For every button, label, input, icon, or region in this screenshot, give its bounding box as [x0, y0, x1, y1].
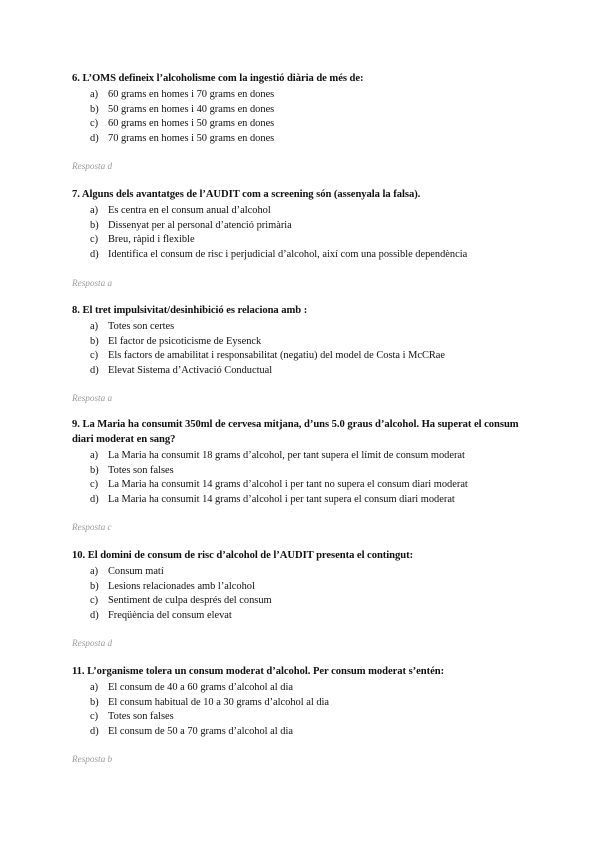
- option-letter: a): [90, 566, 99, 577]
- option-c: [72, 349, 542, 364]
- option-letter: d): [90, 248, 99, 260]
- option-list: [72, 320, 542, 378]
- option-letter: a): [90, 321, 99, 332]
- option-text: El consum de 40 a 60 grams d’alcohol al dia: [108, 682, 293, 693]
- answer-9: Resposta c: [72, 522, 112, 532]
- option-text: Sentiment de culpa després del consum: [108, 595, 272, 606]
- answer-11: Resposta b: [72, 754, 113, 764]
- option-text: Totes son falses: [108, 711, 174, 722]
- option-letter: d): [90, 725, 99, 737]
- option-c: [72, 233, 542, 248]
- answer-6: Resposta d: [72, 161, 113, 171]
- option-text: Dissenyat per al personal d’atenció primària: [108, 219, 292, 231]
- option-text: 50 grams en homes i 40 grams en dones: [108, 103, 275, 115]
- option-letter: c): [90, 479, 99, 490]
- option-letter: b): [90, 335, 99, 347]
- option-b: [72, 219, 542, 234]
- option-text: Totes son certes: [108, 321, 175, 332]
- option-c: [72, 710, 542, 725]
- question-title: 7. Alguns dels avantatges de l’AUDIT com a screening són (assenyala la falsa).: [72, 189, 421, 200]
- option-list: [72, 681, 542, 739]
- option-text: Elevat Sistema d’Activació Conductual: [108, 364, 273, 376]
- option-a: [72, 320, 542, 335]
- answer-10: Resposta d: [72, 638, 113, 648]
- option-text: El factor de psicoticisme de Eysenck: [108, 335, 262, 347]
- option-c: [72, 478, 542, 493]
- option-b: [72, 103, 542, 118]
- option-text: Lesions relacionades amb l’alcohol: [108, 580, 255, 592]
- question-title: 10. El domini de consum de risc d’alcohol de l’AUDIT presenta el contingut:: [72, 550, 414, 561]
- option-text: 70 grams en homes i 50 grams en dones: [108, 132, 275, 144]
- option-text: Consum matí: [108, 566, 164, 577]
- option-letter: a): [90, 89, 99, 100]
- option-c: [72, 594, 542, 609]
- option-letter: b): [90, 580, 99, 592]
- option-text: 60 grams en homes i 50 grams en dones: [108, 118, 275, 129]
- option-text: La Maria ha consumit 18 grams d’alcohol, per tant supera el límit de consum moderat: [108, 450, 465, 461]
- question-9: [72, 417, 542, 507]
- option-b: [72, 335, 542, 350]
- option-letter: a): [90, 682, 99, 693]
- question-title: 6. L’OMS defineix l’alcoholisme com la ingestió diària de més de:: [72, 73, 364, 84]
- option-letter: c): [90, 595, 99, 606]
- option-letter: c): [90, 711, 99, 722]
- option-text: 60 grams en homes i 70 grams en dones: [108, 89, 275, 100]
- question-title: 9. La Maria ha consumit 350ml de cervesa mitjana, d’uns 5.0 graus d’alcohol. Ha superat el consum diari moderat en sang?: [72, 419, 519, 445]
- option-letter: b): [90, 696, 99, 708]
- option-text: El consum de 50 a 70 grams d’alcohol al dia: [108, 725, 293, 737]
- question-6: [72, 71, 542, 146]
- option-a: [72, 449, 542, 464]
- question-11: [72, 664, 542, 739]
- option-letter: d): [90, 364, 99, 376]
- option-text: La Maria ha consumit 14 grams d’alcohol i per tant supera el consum diari moderat: [108, 493, 455, 505]
- option-letter: c): [90, 234, 99, 245]
- answer-7: Resposta a: [72, 278, 113, 288]
- option-d: [72, 364, 542, 379]
- option-list: [72, 449, 542, 507]
- option-a: [72, 565, 542, 580]
- option-text: Freqüència del consum elevat: [108, 609, 232, 621]
- option-b: [72, 464, 542, 479]
- option-text: La Maria ha consumit 14 grams d’alcohol i per tant no supera el consum diari moderat: [108, 479, 468, 490]
- answer-8: Resposta a: [72, 393, 113, 403]
- option-d: [72, 248, 542, 263]
- option-text: El consum habitual de 10 a 30 grams d’alcohol al dia: [108, 696, 330, 708]
- question-8: [72, 303, 542, 378]
- option-text: Els factors de amabilitat i responsabilitat (negatiu) del model de Costa i McCRae: [108, 350, 446, 361]
- option-letter: a): [90, 450, 99, 461]
- option-letter: d): [90, 609, 99, 621]
- option-letter: b): [90, 219, 99, 231]
- option-letter: b): [90, 464, 99, 476]
- option-letter: b): [90, 103, 99, 115]
- option-letter: c): [90, 350, 99, 361]
- option-a: [72, 204, 542, 219]
- option-letter: d): [90, 132, 99, 144]
- option-text: Breu, ràpid i flexible: [108, 234, 195, 245]
- question-title: 11. L’organisme tolera un consum moderat d’alcohol. Per consum moderat s’entén:: [72, 666, 445, 677]
- option-text: Es centra en el consum anual d’alcohol: [108, 205, 271, 216]
- question-7: [72, 187, 542, 262]
- option-list: [72, 565, 542, 623]
- option-list: [72, 204, 542, 262]
- option-d: [72, 609, 542, 624]
- option-b: [72, 580, 542, 595]
- option-list: [72, 88, 542, 146]
- option-d: [72, 725, 542, 740]
- option-b: [72, 696, 542, 711]
- option-letter: d): [90, 493, 99, 505]
- option-text: Totes son falses: [108, 464, 174, 476]
- option-letter: c): [90, 118, 99, 129]
- option-a: [72, 88, 542, 103]
- question-title: 8. El tret impulsivitat/desinhibició es relaciona amb :: [72, 305, 308, 316]
- option-a: [72, 681, 542, 696]
- option-letter: a): [90, 205, 99, 216]
- option-d: [72, 132, 542, 147]
- option-text: Identifica el consum de risc i perjudicial d’alcohol, així com una possible dependència: [108, 248, 468, 260]
- option-c: [72, 117, 542, 132]
- question-10: [72, 548, 542, 623]
- option-d: [72, 493, 542, 508]
